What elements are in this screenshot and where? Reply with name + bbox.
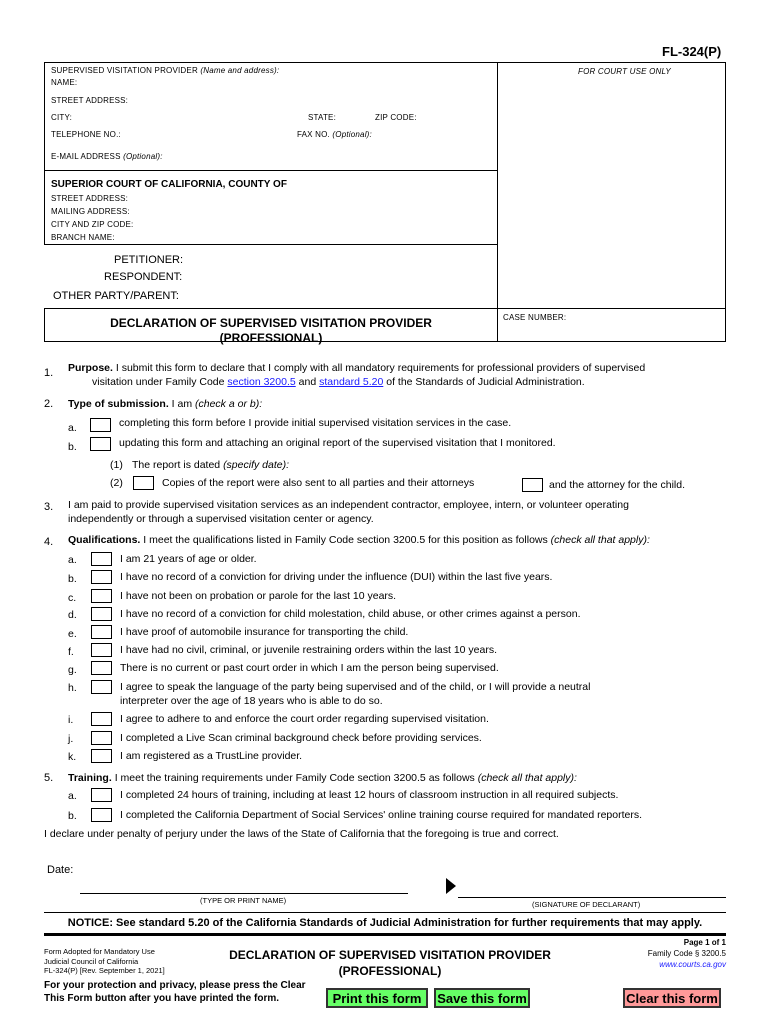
parties-top-line — [44, 244, 498, 245]
item-2b-letter: b. — [68, 441, 77, 453]
item-4g-text: There is no current or past court order in which I am the person being supervised. — [120, 662, 499, 674]
item-4b-text: I have no record of a conviction for driving under the influence (DUI) within the last five years. — [120, 571, 553, 583]
item-4h-text: I agree to speak the language of the party being supervised and of the child, or I will provide a neutral — [120, 681, 591, 693]
signature-line[interactable] — [458, 897, 726, 898]
court-top-line — [44, 170, 498, 171]
item-4i-letter: i. — [68, 714, 74, 726]
item-4f-text: I have had no civil, criminal, or juvenile restraining orders within the last 10 years. — [120, 644, 498, 656]
item-2b-checkbox[interactable] — [90, 437, 111, 451]
item-4d-checkbox[interactable] — [91, 607, 112, 621]
item-4k-letter: k. — [68, 751, 77, 763]
item-4k-text: I am registered as a TrustLine provider. — [120, 750, 303, 762]
item-4h-text-2: interpreter over the age of 18 years who is able to do so. — [120, 695, 383, 707]
court-cityzip-label: CITY AND ZIP CODE: — [51, 220, 134, 229]
item-4a-letter: a. — [68, 554, 77, 566]
provider-street-label: STREET ADDRESS: — [51, 96, 129, 105]
header-left-line — [44, 62, 45, 170]
item-4h-letter: h. — [68, 682, 77, 694]
case-number-label: CASE NUMBER: — [503, 313, 567, 322]
item-5a-text: I completed 24 hours of training, including at least 12 hours of classroom instruction in all required subjects. — [120, 789, 619, 801]
item-5b-letter: b. — [68, 810, 77, 822]
other-party-label: OTHER PARTY/PARENT: — [53, 290, 179, 302]
item-4a-text: I am 21 years of age or older. — [120, 553, 257, 565]
name-line[interactable] — [80, 893, 408, 894]
petitioner-label: PETITIONER: — [114, 254, 184, 266]
item-4g-letter: g. — [68, 664, 77, 676]
court-title: SUPERIOR COURT OF CALIFORNIA, COUNTY OF — [51, 179, 287, 190]
item-5-text: Training. I meet the training requirements under Family Code section 3200.5 as follows (check all that apply): — [68, 772, 577, 784]
provider-city-label: CITY: — [51, 113, 73, 122]
item-4c-letter: c. — [68, 592, 77, 604]
provider-header: SUPERVISED VISITATION PROVIDER (Name and address): — [51, 66, 280, 75]
item-4d-text: I have no record of a conviction for child molestation, child abuse, or other crimes against a person. — [120, 608, 581, 620]
family-code-link[interactable]: section 3200.5 — [227, 376, 296, 388]
item-2b2-checkbox[interactable] — [133, 476, 154, 490]
item-4e-checkbox[interactable] — [91, 625, 112, 639]
form-id: FL-324(P) — [662, 44, 722, 59]
provider-fax-label: FAX NO. (Optional): — [297, 130, 372, 139]
item-4i-text: I agree to adhere to and enforce the court order regarding supervised visitation. — [120, 713, 489, 725]
respondent-label: RESPONDENT: — [104, 271, 183, 283]
item-2b1-number: (1) — [110, 459, 123, 471]
item-2-number: 2. — [44, 398, 54, 410]
footer-title-1: DECLARATION OF SUPERVISED VISITATION PROVIDER — [229, 948, 551, 962]
signature-arrow-icon — [444, 876, 458, 896]
item-2a-letter: a. — [68, 422, 77, 434]
item-4f-checkbox[interactable] — [91, 643, 112, 657]
item-4g-checkbox[interactable] — [91, 661, 112, 675]
provider-state-label: STATE: — [308, 113, 337, 122]
type-name-label: (TYPE OR PRINT NAME) — [200, 896, 287, 905]
item-2b2-child-attorney-checkbox[interactable] — [522, 478, 543, 492]
item-3-text-2: independently or through a supervised visitation center or agency. — [68, 513, 374, 525]
item-5a-checkbox[interactable] — [91, 788, 112, 802]
item-4k-checkbox[interactable] — [91, 749, 112, 763]
date-label: Date: — [47, 864, 74, 876]
item-4e-text: I have proof of automobile insurance for transporting the child. — [120, 626, 409, 638]
court-use-label: FOR COURT USE ONLY — [578, 67, 671, 76]
item-5a-letter: a. — [68, 790, 77, 802]
item-5b-checkbox[interactable] — [91, 808, 112, 822]
item-2a-text: completing this form before I provide initial supervised visitation services in the case. — [119, 417, 512, 429]
item-4h-checkbox[interactable] — [91, 680, 112, 694]
privacy-notice: For your protection and privacy, please press the Clear This Form button after you have printed the form. — [44, 980, 306, 1004]
item-4j-letter: j. — [68, 733, 74, 745]
clear-form-button[interactable]: Clear this form — [623, 988, 721, 1008]
court-branch-label: BRANCH NAME: — [51, 233, 115, 242]
print-form-button[interactable]: Print this form — [326, 988, 428, 1008]
provider-zip-label: ZIP CODE: — [375, 113, 417, 122]
item-3-number: 3. — [44, 501, 54, 513]
footer-adopted: Form Adopted for Mandatory Use Judicial Council of California FL-324(P) [Rev. September 1, 2021] — [44, 947, 165, 975]
footer-code: Family Code § 3200.5 — [647, 949, 726, 958]
header-right-line — [725, 62, 726, 342]
item-1-number: 1. — [44, 367, 54, 379]
notice-bar: NOTICE: See standard 5.20 of the California Standards of Judicial Administration for further requirements that may apply. — [44, 912, 726, 936]
item-4i-checkbox[interactable] — [91, 712, 112, 726]
footer-page: Page 1 of 1 — [683, 938, 726, 947]
signature-label: (SIGNATURE OF DECLARANT) — [532, 900, 641, 909]
item-4j-checkbox[interactable] — [91, 731, 112, 745]
item-4-number: 4. — [44, 536, 54, 548]
item-2a-checkbox[interactable] — [90, 418, 111, 432]
item-2b2-number: (2) — [110, 477, 123, 489]
provider-name-label: NAME: — [51, 78, 78, 87]
item-4b-checkbox[interactable] — [91, 570, 112, 584]
item-2b2-end-text: and the attorney for the child. — [549, 479, 686, 491]
item-5-number: 5. — [44, 772, 54, 784]
item-4b-letter: b. — [68, 573, 77, 585]
declaration-statement: I declare under penalty of perjury under the laws of the State of California that the foregoing is true and correct. — [44, 828, 559, 840]
item-4j-text: I completed a Live Scan criminal background check before providing services. — [120, 732, 482, 744]
court-street-label: STREET ADDRESS: — [51, 194, 129, 203]
save-form-button[interactable]: Save this form — [434, 988, 530, 1008]
item-4e-letter: e. — [68, 628, 77, 640]
title-top-line — [44, 308, 726, 309]
item-1-text: Purpose. I submit this form to declare that I comply with all mandatory requirements for professional providers of supervised — [68, 362, 646, 374]
item-4-text: Qualifications. I meet the qualifications listed in Family Code section 3200.5 for this position as follows (check all that apply): — [68, 534, 650, 546]
item-2b1-text: The report is dated (specify date): — [132, 459, 290, 471]
header-divider — [497, 62, 498, 342]
item-3-text: I am paid to provide supervised visitation services as an independent contractor, employee, intern, or volunteer operating — [68, 499, 629, 511]
item-2b-text: updating this form and attaching an original report of the supervised visitation that I monitored. — [119, 437, 556, 449]
document-title-2: (PROFESSIONAL) — [219, 331, 323, 345]
item-5b-text: I completed the California Department of Social Services' online training course required for mandated reporters. — [120, 809, 643, 821]
standard-link[interactable]: standard 5.20 — [319, 376, 384, 388]
provider-phone-label: TELEPHONE NO.: — [51, 130, 121, 139]
item-4c-text: I have not been on probation or parole for the last 10 years. — [120, 590, 397, 602]
item-2-text: Type of submission. I am (check a or b): — [68, 398, 263, 410]
court-mailing-label: MAILING ADDRESS: — [51, 207, 130, 216]
header-top-line — [44, 62, 726, 63]
footer-url-link[interactable]: www.courts.ca.gov — [659, 960, 726, 969]
provider-email-label: E-MAIL ADDRESS (Optional): — [51, 152, 163, 161]
item-4c-checkbox[interactable] — [91, 589, 112, 603]
footer-title-2: (PROFESSIONAL) — [338, 964, 442, 978]
item-4a-checkbox[interactable] — [91, 552, 112, 566]
item-2b2-text: Copies of the report were also sent to all parties and their attorneys — [162, 477, 475, 489]
document-title-1: DECLARATION OF SUPERVISED VISITATION PROVIDER — [110, 316, 432, 330]
item-4d-letter: d. — [68, 609, 77, 621]
item-1-text-2: visitation under Family Code section 3200.5 and standard 5.20 of the Standards of Judicial Administration. — [92, 376, 585, 388]
item-4f-letter: f. — [68, 646, 74, 658]
court-left-line — [44, 170, 45, 244]
